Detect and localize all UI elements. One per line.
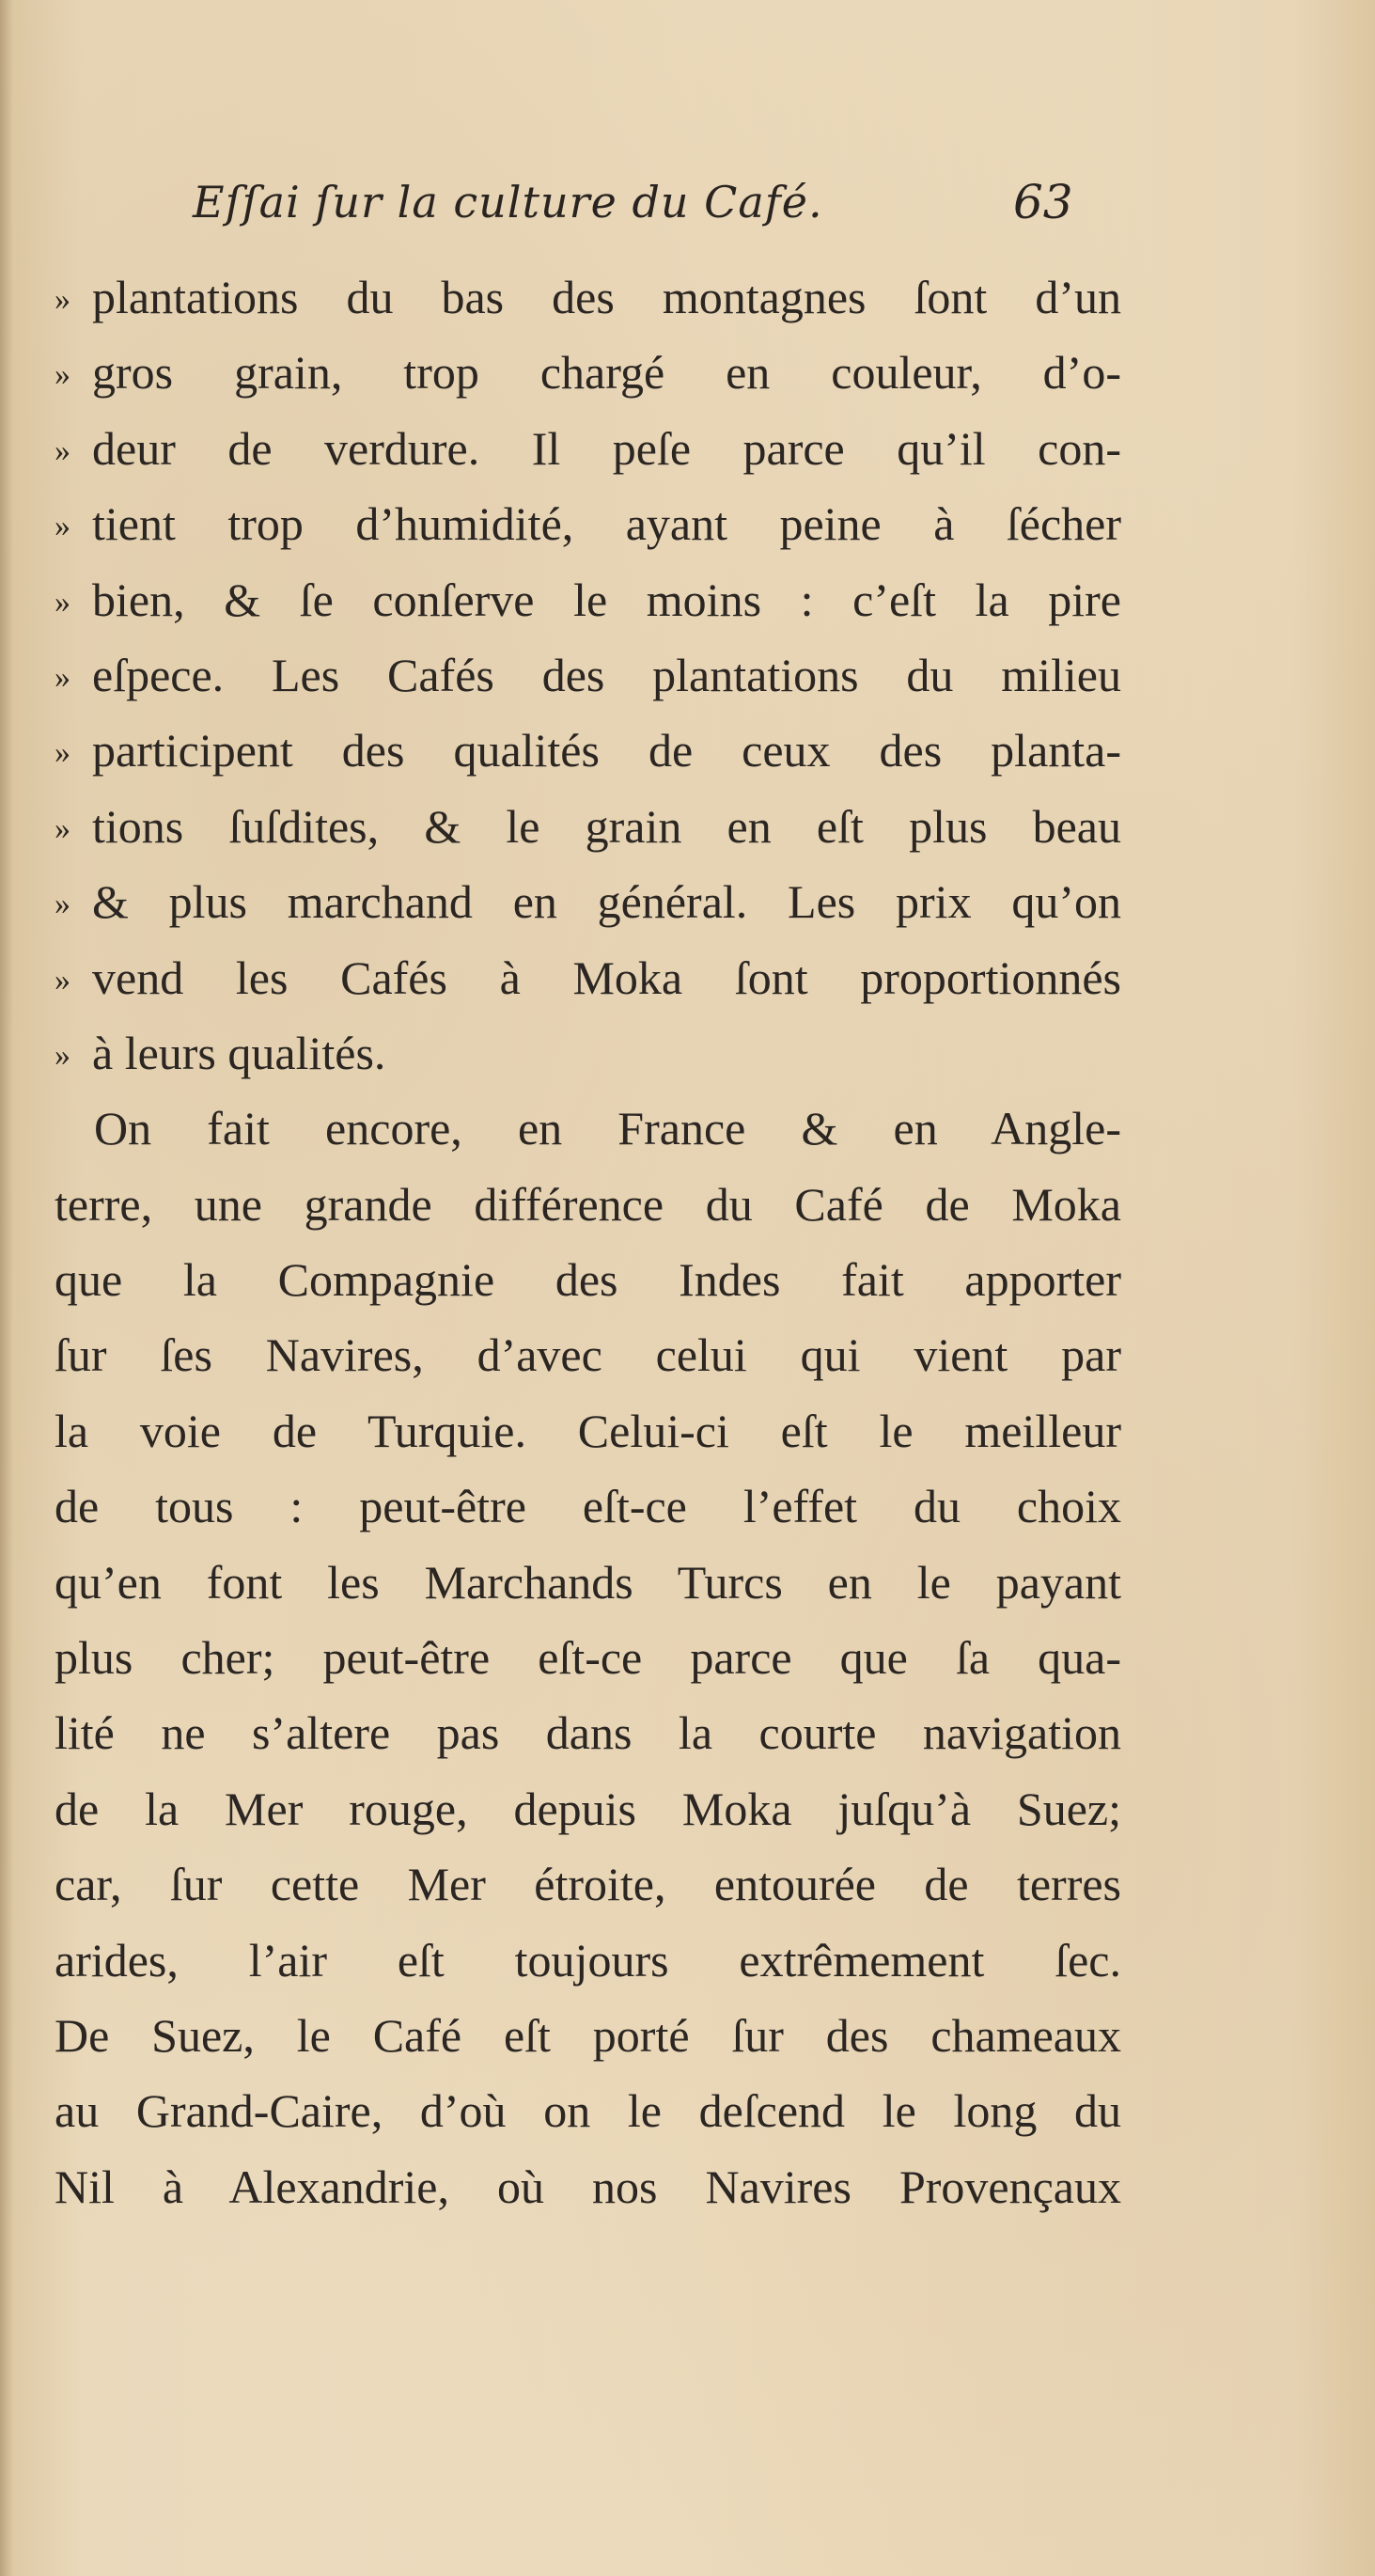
text-line <box>55 1620 1121 1695</box>
line-text: car, ſur cette Mer étroite, entourée de terres <box>55 1858 1121 1911</box>
line-text: lité ne s’altere pas dans la courte navigation <box>55 1706 1121 1760</box>
line-text: eſpece. Les Cafés des plantations du milieu <box>92 648 1121 701</box>
quote-mark: » <box>55 962 70 997</box>
text-line <box>55 1091 1121 1166</box>
line-text: On fait encore, en France & en Angle- <box>94 1102 1121 1155</box>
body-text <box>55 259 1121 2224</box>
gutter-shadow <box>0 0 13 2576</box>
text-line <box>55 789 1121 864</box>
quote-mark: » <box>55 659 70 695</box>
line-text: ſur ſes Navires, d’avec celui qui vient par <box>55 1328 1121 1382</box>
text-line <box>55 637 1121 713</box>
quote-mark: » <box>55 509 70 544</box>
line-text: vend les Cafés à Moka ſont proportionnés <box>92 950 1121 1004</box>
quote-mark: » <box>55 357 70 393</box>
line-text: & plus marchand en général. Les prix qu’on <box>92 875 1121 929</box>
text-line <box>55 411 1121 486</box>
line-text: qu’en font les Marchands Turcs en le payant <box>55 1555 1121 1609</box>
text-line <box>55 1242 1121 1317</box>
line-text: arides, l’air eſt toujours extrêmement ſec. <box>55 1933 1121 1987</box>
quote-mark: » <box>55 282 70 317</box>
line-text: Nil à Alexandrie, où nos Navires Provençaux <box>55 2160 1121 2213</box>
quote-mark: » <box>55 887 70 922</box>
text-line <box>55 1015 1121 1091</box>
text-line <box>55 259 1121 335</box>
text-line <box>55 1846 1121 1922</box>
line-text: De Suez, le Café eſt porté ſur des chameaux <box>55 2008 1121 2062</box>
line-text: au Grand-Caire, d’où on le deſcend le long du <box>55 2084 1121 2138</box>
text-line <box>55 1545 1121 1620</box>
line-text: participent des qualités de ceux des planta- <box>92 724 1121 778</box>
text-line <box>55 1998 1121 2073</box>
line-text: que la Compagnie des Indes fait apporter <box>55 1253 1121 1307</box>
text-line <box>55 713 1121 788</box>
text-line <box>55 486 1121 561</box>
text-line <box>55 1771 1121 1846</box>
text-line <box>55 1317 1121 1392</box>
line-text: de la Mer rouge, depuis Moka juſqu’à Suez; <box>55 1782 1121 1835</box>
line-text: terre, une grande différence du Café de Moka <box>55 1177 1121 1231</box>
quote-mark: » <box>55 810 70 846</box>
text-line <box>55 1393 1121 1469</box>
line-text: deur de verdure. Il peſe parce qu’il con- <box>92 421 1121 475</box>
quote-mark: » <box>55 1037 70 1073</box>
text-line <box>55 1923 1121 1998</box>
text-line <box>55 1469 1121 1544</box>
line-text: gros grain, trop chargé en couleur, d’o- <box>92 346 1121 400</box>
line-text: bien, & ſe conſerve le moins : c’eſt la pire <box>92 573 1121 626</box>
line-text: tient trop d’humidité, ayant peine à ſécher <box>92 497 1121 551</box>
quote-mark: » <box>55 735 70 771</box>
text-line <box>55 562 1121 637</box>
page-number: 63 <box>1013 175 1073 229</box>
quote-mark: » <box>55 584 70 620</box>
running-head-title: Eſſai ſur la culture du Café. <box>193 177 823 228</box>
text-line <box>55 940 1121 1015</box>
line-text: tions ſuſdites, & le grain en eſt plus beau <box>92 799 1121 853</box>
running-head <box>193 177 1133 252</box>
text-line <box>55 1695 1121 1770</box>
text-line <box>55 1167 1121 1242</box>
line-text: à leurs qualités. <box>92 1026 386 1079</box>
text-line <box>55 2073 1121 2148</box>
text-line <box>55 864 1121 939</box>
text-line <box>55 335 1121 410</box>
text-line <box>55 2149 1121 2224</box>
line-text: la voie de Turquie. Celui-ci eſt le meilleur <box>55 1404 1121 1457</box>
line-text: de tous : peut-être eſt-ce l’effet du choix <box>55 1480 1121 1533</box>
quote-mark: » <box>55 432 70 468</box>
line-text: plus cher; peut-être eſt-ce parce que ſa qua- <box>55 1631 1121 1685</box>
line-text: plantations du bas des montagnes ſont d’un <box>92 271 1121 323</box>
